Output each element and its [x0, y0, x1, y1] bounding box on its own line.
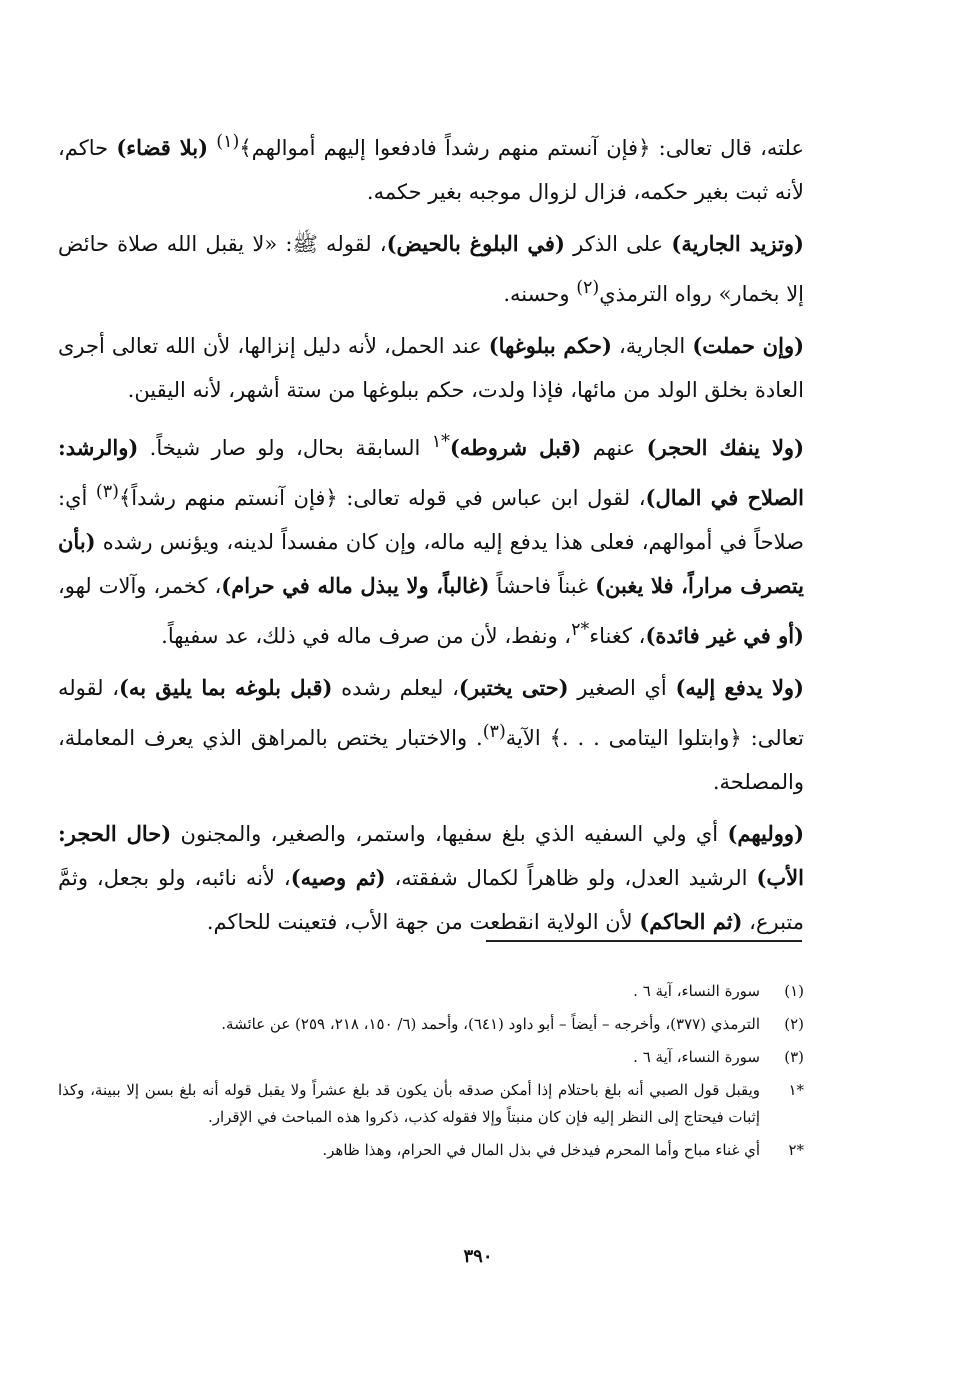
paragraph-6 — [58, 812, 804, 944]
footnote-separator — [486, 940, 802, 942]
footnote-number: *١ — [788, 1081, 804, 1099]
paragraph-2 — [58, 222, 804, 316]
bold-term: (ووليهم) — [727, 821, 804, 846]
text: الرشيد العدل، ولو ظاهراً لكمال شفقته، — [385, 866, 757, 890]
text: الجارية، — [611, 334, 693, 358]
text: لأن الولاية انقطعت من جهة الأب، فتعينت للحاكم. — [206, 910, 640, 934]
footnote-ref-4[interactable]: (٣) — [482, 722, 506, 742]
text: عند الحمل، لأنه دليل إنزالها، لأن الله تعالى أجرى العادة بخلق الولد من مائها، فإذا ولدت، حكم ببلوغها من ستة أشهر، لأنه اليقين. — [58, 334, 804, 402]
paragraph-3 — [58, 324, 804, 412]
paragraph-5 — [58, 666, 804, 804]
footnote — [58, 1011, 804, 1038]
star-note-ref-1[interactable]: *١ — [431, 432, 450, 452]
footnote-number: (٣) — [784, 1048, 804, 1066]
page-number: ٣٩٠ — [463, 1246, 493, 1267]
footnote-ref-2[interactable]: (٢) — [576, 278, 600, 298]
bold-term: (والرشد: الصلاح في المال) — [58, 435, 804, 510]
footnote-ref-1[interactable]: (١) — [216, 132, 240, 152]
bold-term: (بلا قضاء) — [116, 135, 209, 160]
text: ، لقول ابن عباس في قوله تعالى: ﴿فإن آنستم منهم رشداً﴾ — [118, 486, 646, 510]
text: ، لقوله تعالى: ﴿وابتلوا اليتامى . . .﴾ الآية — [58, 676, 804, 750]
text: وحسنه. — [503, 282, 577, 306]
footnote-number: (٢) — [784, 1015, 804, 1033]
bold-term: (وإن حملت) — [692, 333, 805, 358]
bold-term: (وتزيد الجارية) — [671, 231, 804, 256]
footnote — [58, 978, 804, 1005]
footnote-text: سورة النساء، آية ٦ . — [633, 1048, 760, 1066]
text: أي الصغير — [568, 676, 676, 700]
text: ، لأنه نائبه، ولو بجعل، وثمَّ متبرع، — [58, 866, 804, 934]
text: السابقة بحال، ولو صار شيخاً. — [138, 436, 432, 460]
bold-term: (قبل بلوغه بما يليق به) — [119, 675, 333, 700]
bold-term: (في البلوغ بالحيض) — [386, 231, 565, 256]
bold-term: (قبل شروطه) — [449, 435, 582, 460]
bold-term: (بأن يتصرف مراراً، فلا يغبن) — [58, 529, 804, 598]
footnote-number: (١) — [784, 982, 804, 1000]
footnote — [58, 1077, 804, 1131]
bold-term: (ولا ينفك الحجر) — [646, 435, 804, 460]
text: ، كخمر، وآلات لهو، — [58, 574, 222, 598]
bold-term: (ولا يدفع إليه) — [675, 675, 804, 700]
text: ، ونفط، لأن من صرف ماله في ذلك، عد سفيهاً. — [161, 624, 572, 648]
bold-term: (حتى يختبر) — [458, 675, 569, 700]
bold-term: (غالباً، ولا يبذل ماله في حرام) — [221, 573, 490, 598]
text: أي: صلاحاً في أموالهم، فعلى هذا يدفع إليه ماله، وإن كان مفسداً لدينه، ويؤنس رشده — [58, 486, 804, 554]
text: ، ليعلم رشده — [332, 676, 459, 700]
footnote — [58, 1044, 804, 1071]
bold-term: (ثم الحاكم) — [639, 909, 743, 934]
bold-term: (ثم وصيه) — [290, 865, 386, 890]
footnotes — [58, 978, 804, 1170]
footnote-text: سورة النساء، آية ٦ . — [633, 982, 760, 1000]
text: حاكم، لأنه ثبت بغير حكمه، فزال لزوال موجبه بغير حكمه. — [58, 136, 804, 204]
main-text — [58, 120, 804, 952]
footnote-ref-3[interactable]: (٣) — [95, 482, 119, 502]
bold-term: (حكم ببلوغها) — [488, 333, 612, 358]
footnote-number: *٢ — [788, 1141, 804, 1159]
footnote-text: ويقبل قول الصبي أنه بلغ باحتلام إذا أمكن صدقه بأن يكون قد بلغ عشراً ولا يقبل قوله أنه بلغ بسن إلا ببينة، وكذا إثبات فيحتاج إلى النظر إليه فإن كان منبتاً وإلا فقوله كذب، ذكروا هذه المباحث في الإقرار. — [58, 1081, 760, 1126]
text: ، لقوله ﷺ: «لا يقبل الله صلاة حائض إلا بخمار» رواه الترمذي — [58, 232, 804, 306]
text: غبناً فاحشاً — [489, 574, 596, 598]
text: أي ولي السفيه الذي بلغ سفيها، واستمر، والصغير، والمجنون — [171, 822, 728, 846]
text: علته، قال تعالى: ﴿فإن آنستم منهم رشداً فادفعوا إليهم أموالهم﴾ — [239, 136, 804, 160]
text: على الذكر — [564, 232, 672, 256]
text: . والاختبار يختص بالمراهق الذي يعرف المعاملة، والمصلحة. — [58, 726, 804, 794]
paragraph-1 — [58, 120, 804, 214]
footnote — [58, 1137, 804, 1164]
bold-term: (أو في غير فائدة) — [645, 623, 804, 648]
footnote-text: أي غناء مباح وأما المحرم فيدخل في بذل المال في الحرام، وهذا ظاهر. — [322, 1141, 760, 1159]
bold-term: (حال الحجر: الأب) — [58, 821, 804, 890]
text: ، كغناء — [589, 624, 646, 648]
text: عنهم — [581, 436, 647, 460]
star-note-ref-2[interactable]: *٢ — [571, 620, 590, 640]
paragraph-4 — [58, 420, 804, 658]
footnote-text: الترمذي (٣٧٧)، وأخرجه – أيضاً – أبو داود (٦٤١)، وأحمد (٦/ ١٥٠، ٢١٨، ٢٥٩) عن عائشة. — [221, 1015, 760, 1033]
